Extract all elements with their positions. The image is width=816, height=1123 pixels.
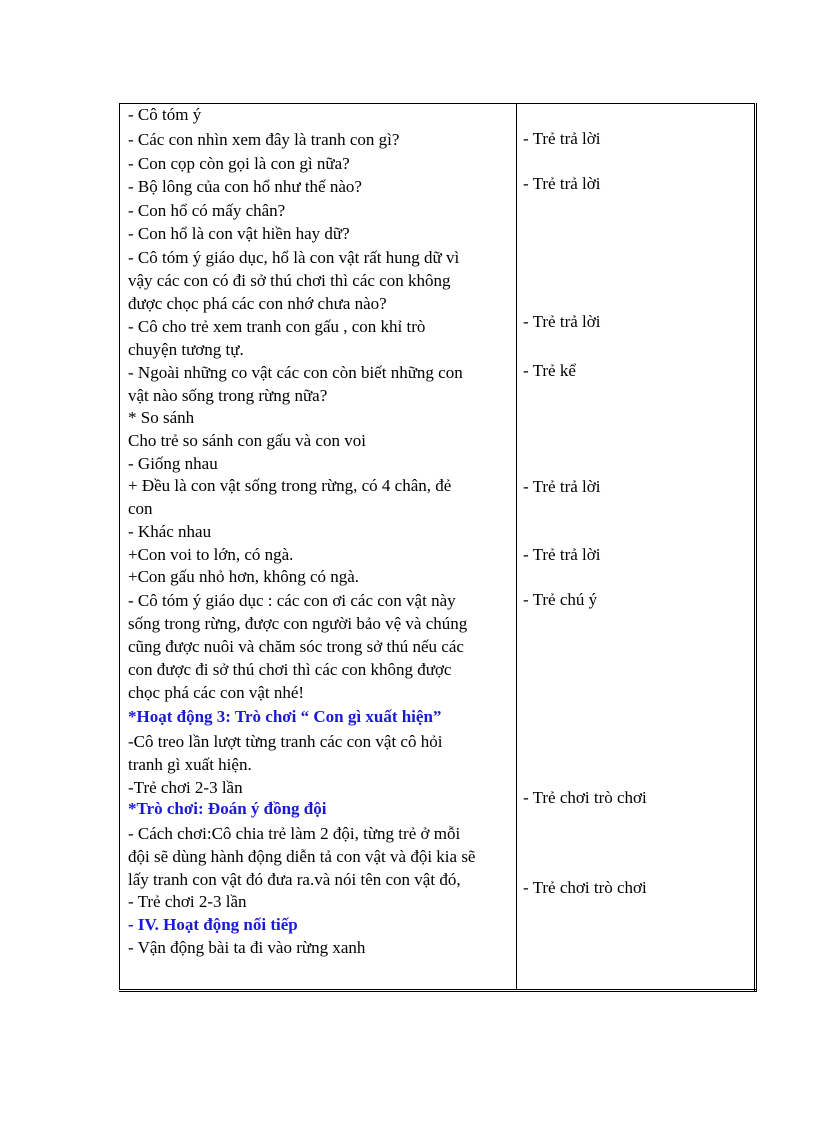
text-line: cũng được nuôi và chăm sóc trong sở thú nếu các [128, 637, 464, 656]
child-response: - Trẻ trả lời [523, 477, 601, 496]
text-line: con [128, 499, 153, 518]
section-heading-game: *Trò chơi: Đoán ý đồng đội [128, 799, 327, 818]
teacher-activity-column [120, 104, 517, 991]
section-heading-activity-3: *Hoạt động 3: Trò chơi “ Con gì xuất hiện” [128, 707, 442, 726]
text-line: tranh gì xuất hiện. [128, 755, 252, 774]
text-line: +Con voi to lớn, có ngà. [128, 545, 294, 564]
text-line: - Cô cho trẻ xem tranh con gấu , con khỉ trò [128, 317, 426, 336]
text-line: - Con hổ là con vật hiền hay dữ? [128, 224, 350, 243]
text-line: được chọc phá các con nhớ chưa nào? [128, 294, 387, 313]
text-line: -Cô treo lần lượt từng tranh các con vật cô hỏi [128, 732, 443, 751]
text-line: vật nào sống trong rừng nữa? [128, 386, 328, 405]
text-line: con được đi sở thú chơi thì các con không được [128, 660, 452, 679]
text-line: - Con cọp còn gọi là con gì nữa? [128, 154, 350, 173]
text-line: - Các con nhìn xem đây là tranh con gì? [128, 130, 400, 149]
text-line: đội sẽ dùng hành động diễn tả con vật và đội kia sẽ [128, 847, 476, 866]
child-response: - Trẻ trả lời [523, 545, 601, 564]
text-line: sống trong rừng, được con người bảo vệ và chúng [128, 614, 468, 633]
text-line: +Con gấu nhỏ hơn, không có ngà. [128, 567, 360, 586]
text-line: lấy tranh con vật đó đưa ra.và nói tên con vật đó, [128, 870, 461, 889]
child-response: - Trẻ trả lời [523, 312, 601, 331]
text-line: - Con hổ có mấy chân? [128, 201, 286, 220]
text-line: - Bộ lông của con hổ như thế nào? [128, 177, 362, 196]
child-response: - Trẻ trả lời [523, 129, 601, 148]
text-line: Cho trẻ so sánh con gấu và con voi [128, 431, 366, 450]
text-line: - Khác nhau [128, 522, 212, 541]
child-response: - Trẻ chơi trò chơi [523, 788, 647, 807]
text-line: chọc phá các con vật nhé! [128, 683, 305, 702]
text-line: - Cô tóm ý [128, 105, 202, 124]
text-line: - Trẻ chơi 2-3 lần [128, 892, 247, 911]
table-row [120, 104, 756, 991]
text-line: - Cách chơi:Cô chia trẻ làm 2 đội, từng trẻ ở mỗi [128, 824, 461, 843]
text-line: -Trẻ chơi 2-3 lần [128, 778, 243, 797]
text-line: * So sánh [128, 408, 195, 427]
text-line: - Ngoài những co vật các con còn biết những con [128, 363, 463, 382]
lesson-table [119, 103, 757, 992]
section-heading-follow-up: - IV. Hoạt động nối tiếp [128, 915, 298, 934]
text-line: - Vận động bài ta đi vào rừng xanh [128, 938, 366, 957]
text-line: chuyện tương tự. [128, 340, 244, 359]
text-line: - Cô tóm ý giáo dục, hổ là con vật rất hung dữ vì [128, 248, 460, 267]
text-line: + Đều là con vật sống trong rừng, có 4 chân, đẻ [128, 476, 452, 495]
child-response: - Trẻ chơi trò chơi [523, 878, 647, 897]
child-response: - Trẻ kể [523, 361, 576, 380]
child-activity-column [517, 104, 756, 991]
child-response: - Trẻ chú ý [523, 590, 598, 609]
text-line: vậy các con có đi sở thú chơi thì các con không [128, 271, 451, 290]
text-line: - Giống nhau [128, 454, 218, 473]
text-line: - Cô tóm ý giáo dục : các con ơi các con vật này [128, 591, 456, 610]
child-response: - Trẻ trả lời [523, 174, 601, 193]
